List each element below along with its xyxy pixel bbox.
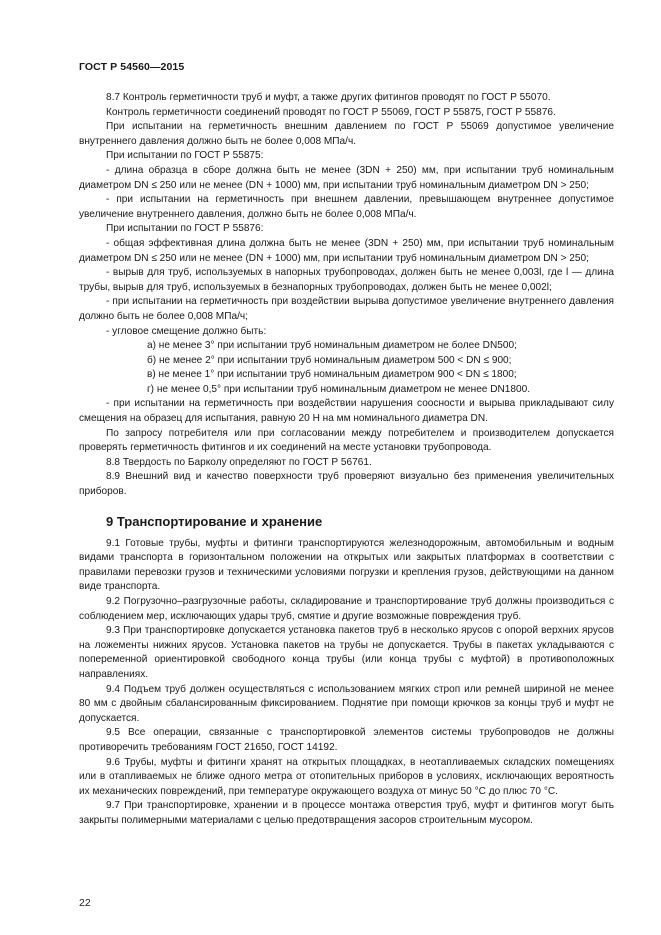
paragraph: 8.7 Контроль герметичности труб и муфт, а также других фитингов проводят по ГОСТ Р 55070. bbox=[106, 92, 551, 103]
paragraph: По запросу потребителя или при согласовании между потребителем и производителем допускается проверять герметичность фитингов и их соединений на месте установки трубопровода. bbox=[79, 427, 614, 454]
section-8-content bbox=[79, 91, 614, 500]
paragraph: При испытании по ГОСТ Р 55876: bbox=[106, 223, 264, 235]
document-body bbox=[79, 91, 614, 829]
paragraph: При испытании по ГОСТ Р 55875: bbox=[106, 150, 264, 162]
paragraph: 8.8 Твердость по Барколу определяют по ГОСТ Р 56761. bbox=[106, 456, 372, 468]
paragraph: - длина образца в сборе должна быть не менее (3DN + 250) мм, при испытании труб номинальным диаметром DN ≤ 250 или не менее (DN + 1000) мм, при испытании труб номинальным диаметром DN > 250; bbox=[79, 164, 614, 191]
paragraph: 9.7 При транспортировке, хранении и в процессе монтажа отверстия труб, муфт и фитингов могут быть закрыты полимерными материалами с целью предотвращения засоров строительным мусором. bbox=[79, 800, 614, 826]
section-9-heading: 9 Транспортирование и хранение bbox=[106, 513, 323, 529]
paragraph: - вырыв для труб, используемых в напорных трубопроводах, должен быть не менее 0,003l, где l — длина трубы, вырыв для труб, используемых в безнапорных трубопроводах, должен быть не менее 0,002l; bbox=[79, 267, 614, 293]
paragraph: - при испытании на герметичность при внешнем давлении, превышающем внутреннее допустимое увеличение внутреннего давления, должно быть не более 0,008 МПа/ч. bbox=[79, 194, 614, 220]
paragraph: При испытании на герметичность внешним давлением по ГОСТ Р 55069 допустимое увеличение внутреннего давления должно быть не более 0,008 МПа/ч. bbox=[79, 121, 614, 147]
paragraph: г) не менее 0,5° при испытании труб номинальным диаметром не менее DN1800. bbox=[147, 383, 531, 395]
document-code-header: ГОСТ Р 54560—2015 bbox=[79, 61, 185, 73]
section-9-content bbox=[79, 537, 614, 829]
paragraph: 9.3 При транспортировке допускается установка пакетов труб в несколько ярусов с опорой верхних ярусов на ложементы нижних ярусов. Установка пакетов на трубы не допускается. Трубы в пакетах укладываются с попеременной ориентировкой свободного конца трубы (или конца трубы с муфтой) в противоположных направлениях. bbox=[79, 625, 614, 680]
paragraph: - при испытании на герметичность при воздействии вырыва допустимое увеличение внутреннего давления должно быть не более 0,008 МПа/ч; bbox=[79, 296, 614, 322]
paragraph: 9.6 Трубы, муфты и фитинги хранят на открытых площадках, в неотапливаемых складских помещениях или в отапливаемых не ближе одного метра от отопительных приборов в условиях, исключающих вероятность их механических повреждений, при температуре окружающего воздуха от минус 50 °С до плюс 70 °С. bbox=[79, 756, 614, 797]
paragraph: - угловое смещение должно быть: bbox=[106, 325, 267, 337]
paragraph: - при испытании на герметичность при воздействии нарушения соосности и вырыва прикладывают силу смещения на образец для испытания, равную 20 Н на мм номинального диаметра DN. bbox=[79, 398, 614, 425]
paragraph: 9.4 Подъем труб должен осуществляться с использованием мягких строп или ремней шириной не менее 80 мм с двойным сбалансированным фиксированием. Поднятие при помощи крючков за концы труб и муфт не допускается. bbox=[79, 683, 614, 724]
paragraph: 9.5 Все операции, связанные с транспортировкой элементов системы трубопроводов не должны противоречить требованиям ГОСТ 21650, ГОСТ 14192. bbox=[79, 727, 614, 753]
paragraph: а) не менее 3° при испытании труб номинальным диаметром не более DN500; bbox=[147, 340, 517, 352]
paragraph: Контроль герметичности соединений проводят по ГОСТ Р 55069, ГОСТ Р 55875, ГОСТ Р 55876. bbox=[106, 106, 556, 118]
paragraph: 9.1 Готовые трубы, муфты и фитинги транспортируются железнодорожным, автомобильным и водным видами транспорта в горизонтальном положении на открытых или закрытых платформах в соответствии с правилами перевозки грузов и техническими условиями погрузки и крепления грузов, действующими на данном виде транспорта. bbox=[79, 537, 614, 593]
paragraph: в) не менее 1° при испытании труб номинальным диаметром 900 < DN ≤ 1800; bbox=[147, 369, 517, 381]
paragraph: - общая эффективная длина должна быть не менее (3DN + 250) мм, при испытании труб номинальным диаметром DN ≤ 250 или не менее (DN + 1000) мм, при испытании труб номинальным диаметром DN > 250; bbox=[79, 237, 614, 264]
page-number: 22 bbox=[79, 897, 91, 909]
paragraph: 9.2 Погрузочно–разгрузочные работы, складирование и транспортирование труб должны производиться с соблюдением мер, исключающих удары труб, смятие и другие возможные повреждения труб. bbox=[79, 596, 614, 622]
paragraph: 8.9 Внешний вид и качество поверхности труб проверяют визуально без применения увеличительных приборов. bbox=[79, 471, 614, 498]
paragraph: б) не менее 2° при испытании труб номинальным диаметром 500 < DN ≤ 900; bbox=[147, 354, 512, 366]
